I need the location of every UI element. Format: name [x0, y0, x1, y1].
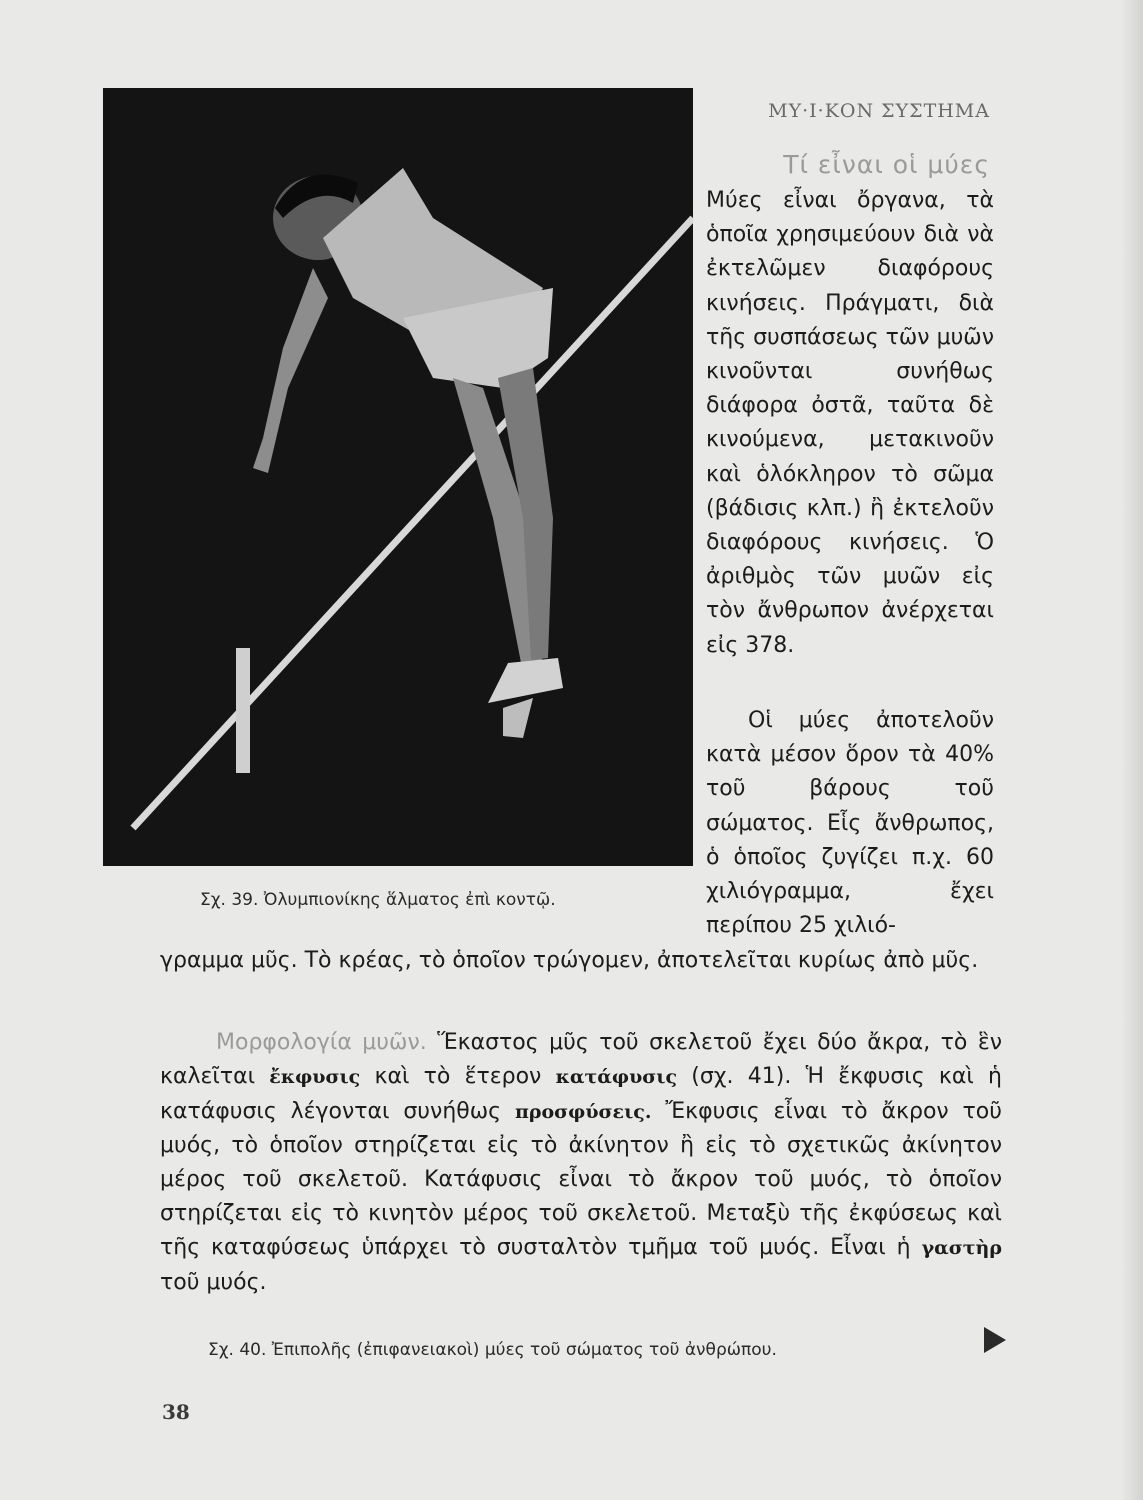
- morph-text-3: (σχ. 41). Ἡ ἔκφυσις καὶ ἡ κατάφυσις λέγονται συνήθως: [160, 1063, 1002, 1124]
- paragraph-muscle-morphology: [160, 1026, 1002, 1299]
- figure-39-photo: [103, 88, 693, 866]
- term-belly: γαστὴρ: [921, 1236, 1002, 1259]
- morph-text-1: Ἕκαστος μῦς τοῦ σκελετοῦ ἔχει δύο ἄκρα, τὸ ἓν καλεῖται: [160, 1030, 1003, 1089]
- term-origin: ἔκφυσις: [269, 1065, 361, 1088]
- section-title: Τί εἶναι οἱ μύες: [783, 150, 990, 179]
- next-page-arrow-icon: [982, 1325, 1008, 1355]
- morph-text-4: Ἔκφυσις εἶναι τὸ ἄκρον τοῦ μυός, τὸ ὁποῖον στηρίζεται εἰς τὸ ἀκίνητον ἢ εἰς τὸ σχετικῶς ἀκίνητον μέρος τοῦ σκελετοῦ. Κατάφυσις εἶναι τὸ ἄκρον τοῦ μυός, τὸ ὁποῖον στηρίζεται εἰς τὸ κινητὸν μέρος τοῦ σκελετοῦ. Μεταξὺ τῆς ἐκφύσεως καὶ τῆς καταφύσεως ὑπάρχει τὸ συσταλτὸν τμῆμα τοῦ μυός. Εἶναι ἡ: [160, 1098, 1002, 1260]
- paragraph-muscle-weight-continued: γραμμα μῦς. Τὸ κρέας, τὸ ὁποῖον τρώγομεν, ἀποτελεῖται κυρίως ἀπὸ μῦς.: [160, 948, 979, 973]
- pole-vaulter-illustration: [103, 88, 693, 866]
- paragraph-muscle-weight: Οἱ μύες ἀποτελοῦν κατὰ μέσον ὅρον τὰ 40% τοῦ βάρους τοῦ σώματος. Εἷς ἄνθρωπος, ὁ ὁποῖος ζυγίζει π.χ. 60 χιλιόγραμμα, ἔχει περίπου 25 χιλιό-: [706, 708, 994, 939]
- figure-40-caption: Σχ. 40. Ἐπιπολῆς (ἐπιφανειακοὶ) μύες τοῦ σώματος τοῦ ἀνθρώπου.: [208, 1340, 777, 1360]
- page-number: 38: [162, 1400, 190, 1424]
- morph-text-5: τοῦ μυός.: [160, 1269, 267, 1295]
- morph-text-2: καὶ τὸ ἕτερον: [360, 1063, 556, 1089]
- morphology-heading: Μορφολογία μυῶν.: [216, 1030, 427, 1055]
- term-attachments: προσφύσεις.: [514, 1100, 652, 1123]
- figure-39-caption: Σχ. 39. Ὀλυμπιονίκης ἅλματος ἐπὶ κοντῷ.: [200, 890, 556, 910]
- paragraph-muscles-definition: Μύες εἶναι ὄργανα, τὰ ὁποῖα χρησιμεύουν διὰ νὰ ἐκτελῶμεν διαφόρους κινήσεις. Πράγματι, διὰ τῆς συσπάσεως τῶν μυῶν κινοῦνται συνήθως διάφορα ὀστᾶ, ταῦτα δὲ κινούμενα, μετακινοῦν καὶ ὁλόκληρον τὸ σῶμα (βάδισις κλπ.) ἢ ἐκτελοῦν διαφόρους κινήσεις. Ὁ ἀριθμὸς τῶν μυῶν εἰς τὸν ἄνθρωπον ἀνέρχεται εἰς 378.: [706, 188, 995, 658]
- running-head: ΜΥ·Ι·ΚΟΝ ΣΥΣΤΗΜΑ: [768, 100, 990, 122]
- standard-post: [236, 648, 250, 773]
- term-insertion: κατάφυσις: [555, 1065, 678, 1088]
- page-edge: [1121, 0, 1143, 1500]
